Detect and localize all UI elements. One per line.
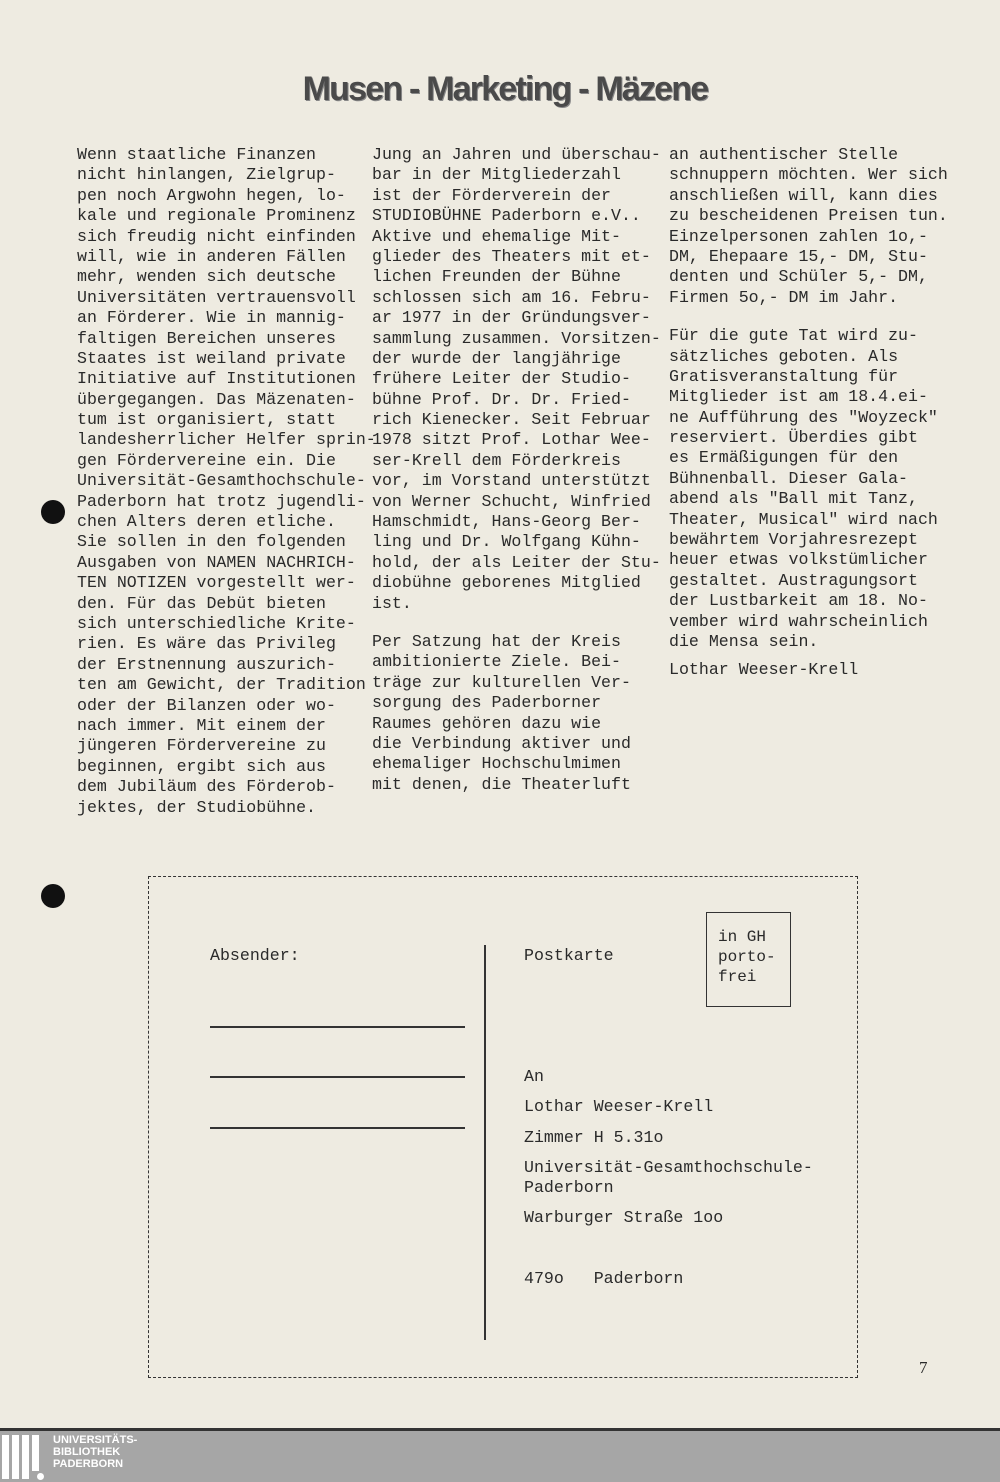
text-line: an authentischer Stelle — [669, 145, 899, 164]
text-line: Aktive und ehemalige Mit- — [372, 226, 621, 246]
text-line: STUDIOBÜHNE Paderborn e.V.. — [372, 206, 641, 226]
text-line: der Erstnennung auszurich- — [77, 654, 336, 674]
text-line: ne Aufführung des "Woyzeck" — [669, 407, 938, 427]
text-line: 1978 sitzt Prof. Lothar Wee- — [372, 430, 651, 450]
text-line: ser-Krell dem Förderkreis — [372, 450, 621, 470]
article-column-1 — [77, 145, 376, 818]
text-line: ar 1977 in der Gründungsver- — [372, 308, 651, 328]
text-line: reserviert. Überdies gibt — [669, 428, 918, 448]
text-line: Ausgaben von NAMEN NACHRICH- — [77, 552, 356, 572]
text-line: die Verbindung aktiver und — [372, 733, 631, 753]
paragraph-gap — [669, 308, 948, 326]
address-line: Warburger Straße 1oo — [524, 1208, 724, 1227]
postcard-label: Postkarte — [524, 946, 614, 965]
text-line: schnuppern möchten. Wer sich — [669, 165, 948, 185]
text-line: nicht hinlangen, Zielgrup- — [77, 165, 336, 185]
text-line: TEN NOTIZEN vorgestellt wer- — [77, 573, 356, 593]
text-line: rich Kienecker. Seit Februar — [372, 410, 651, 430]
text-line: schlossen sich am 16. Febru- — [372, 287, 651, 307]
text-line: rien. Es wäre das Privileg — [77, 634, 336, 654]
text-line: kale und regionale Prominenz — [77, 206, 356, 226]
text-line: chen Alters deren etliche. — [77, 512, 336, 532]
text-line: anschließen will, kann dies — [669, 185, 938, 205]
text-line: die Mensa sein. — [669, 631, 819, 651]
text-line: faltigen Bereichen unseres — [77, 328, 336, 348]
text-line: Für die gute Tat wird zu- — [669, 326, 918, 346]
sender-label: Absender: — [210, 946, 300, 965]
text-line: dem Jubiläum des Förderob- — [77, 777, 336, 797]
text-line: bühne Prof. Dr. Dr. Fried- — [372, 389, 631, 409]
sender-line[interactable] — [210, 1127, 465, 1129]
text-line: Wenn staatliche Finanzen — [77, 145, 316, 164]
postcard-divider — [484, 945, 486, 1340]
text-line: zu bescheidenen Preisen tun. — [669, 206, 948, 226]
text-line: Initiative auf Institutionen — [77, 369, 356, 389]
paragraph-gap — [372, 614, 661, 632]
text-line: es Ermäßigungen für den — [669, 448, 899, 468]
text-line: Universität-Gesamthochschule- — [77, 471, 366, 491]
punch-hole — [41, 884, 65, 908]
text-line: träge zur kulturellen Ver- — [372, 672, 631, 692]
address-line: Universität-Gesamthochschule- — [524, 1158, 813, 1177]
article-title: Musen - Marketing - Mäzene — [302, 70, 708, 108]
library-name: UNIVERSITÄTS- BIBLIOTHEK PADERBORN — [53, 1434, 138, 1470]
library-footer — [0, 1428, 1000, 1482]
text-line: ist. — [372, 593, 412, 613]
text-line: übergegangen. Das Mäzenaten- — [77, 389, 356, 409]
text-line: Theater, Musical" wird nach — [669, 509, 938, 529]
author-signature: Lothar Weeser-Krell — [669, 660, 859, 680]
text-line: oder der Bilanzen oder wo- — [77, 695, 336, 715]
text-line: Bühnenball. Dieser Gala- — [669, 468, 908, 488]
text-line: tum ist organisiert, statt — [77, 410, 336, 430]
text-line: jektes, der Studiobühne. — [77, 797, 316, 817]
text-line: ling und Dr. Wolfgang Kühn- — [372, 532, 641, 552]
text-line: Gratisveranstaltung für — [669, 366, 899, 386]
text-line: ist der Förderverein der — [372, 185, 611, 205]
text-line: vember wird wahrscheinlich — [669, 611, 928, 631]
text-line: der wurde der langjährige — [372, 348, 621, 368]
text-line: pen noch Argwohn hegen, lo- — [77, 185, 346, 205]
text-line: gestaltet. Austragungsort — [669, 570, 918, 590]
text-line: landesherrlicher Helfer sprin- — [77, 430, 376, 450]
text-line: Staates ist weiland private — [77, 348, 346, 368]
paragraph-gap — [669, 652, 948, 660]
text-line: mehr, wenden sich deutsche — [77, 267, 336, 287]
text-line: beginnen, ergibt sich aus — [77, 756, 326, 776]
text-line: vor, im Vorstand unterstützt — [372, 471, 651, 491]
text-line: glieder des Theaters mit et- — [372, 246, 651, 266]
address-line: Zimmer H 5.31o — [524, 1128, 664, 1147]
text-line: denten und Schüler 5,- DM, — [669, 267, 928, 287]
text-line: bar in der Mitgliederzahl — [372, 165, 621, 185]
text-line: gen Fördervereine ein. Die — [77, 450, 336, 470]
text-line: sich unterschiedliche Krite- — [77, 613, 356, 633]
text-line: den. Für das Debüt bieten — [77, 593, 326, 613]
text-line: Mitglieder ist am 18.4.ei- — [669, 387, 928, 407]
stamp-box: in GH porto- frei — [706, 912, 791, 1007]
address-line: Paderborn — [524, 1178, 614, 1197]
text-line: ehemaliger Hochschulmimen — [372, 754, 621, 774]
text-line: an Förderer. Wie in mannig- — [77, 308, 346, 328]
text-line: Hamschmidt, Hans-Georg Ber- — [372, 512, 641, 532]
text-line: Jung an Jahren und überschau- — [372, 145, 661, 164]
text-line: heuer etwas volkstümlicher — [669, 550, 928, 570]
text-line: Sie sollen in den folgenden — [77, 532, 346, 552]
text-line: sätzliches geboten. Als — [669, 346, 899, 366]
article-column-3 — [669, 145, 948, 681]
text-line: frühere Leiter der Studio- — [372, 369, 631, 389]
article-column-2 — [372, 145, 661, 795]
text-line: diobühne geborenes Mitglied — [372, 573, 641, 593]
text-line: bewährtem Vorjahresrezept — [669, 530, 918, 550]
text-line: Firmen 5o,- DM im Jahr. — [669, 287, 899, 307]
text-line: der Lustbarkeit am 18. No- — [669, 591, 928, 611]
text-line: will, wie in anderen Fällen — [77, 246, 346, 266]
text-line: sorgung des Paderborner — [372, 693, 602, 713]
text-line: mit denen, die Theaterluft — [372, 774, 631, 794]
text-line: ambitionierte Ziele. Bei- — [372, 652, 621, 672]
text-line: ten am Gewicht, der Tradition — [77, 675, 366, 695]
text-line: sich freudig nicht einfinden — [77, 226, 356, 246]
address-line: 479o Paderborn — [524, 1269, 684, 1288]
text-line: hold, der als Leiter der Stu- — [372, 552, 661, 572]
text-line: jüngeren Fördervereine zu — [77, 736, 326, 756]
text-line: Raumes gehören dazu wie — [372, 713, 602, 733]
text-line: abend als "Ball mit Tanz, — [669, 489, 918, 509]
page-number: 7 — [919, 1358, 928, 1377]
text-line: sammlung zusammen. Vorsitzen- — [372, 328, 661, 348]
text-line: lichen Freunden der Bühne — [372, 267, 621, 287]
address-line: An — [524, 1067, 544, 1086]
address-line: Lothar Weeser-Krell — [524, 1097, 714, 1116]
text-line: Universitäten vertrauensvoll — [77, 287, 356, 307]
punch-hole — [41, 500, 65, 524]
text-line: Einzelpersonen zahlen 1o,- — [669, 226, 928, 246]
text-line: Per Satzung hat der Kreis — [372, 631, 621, 651]
text-line: nach immer. Mit einem der — [77, 715, 326, 735]
text-line: DM, Ehepaare 15,- DM, Stu- — [669, 246, 928, 266]
text-line: Paderborn hat trotz jugendli- — [77, 491, 366, 511]
text-line: von Werner Schucht, Winfried — [372, 491, 651, 511]
sender-line[interactable] — [210, 1076, 465, 1078]
sender-line[interactable] — [210, 1026, 465, 1028]
